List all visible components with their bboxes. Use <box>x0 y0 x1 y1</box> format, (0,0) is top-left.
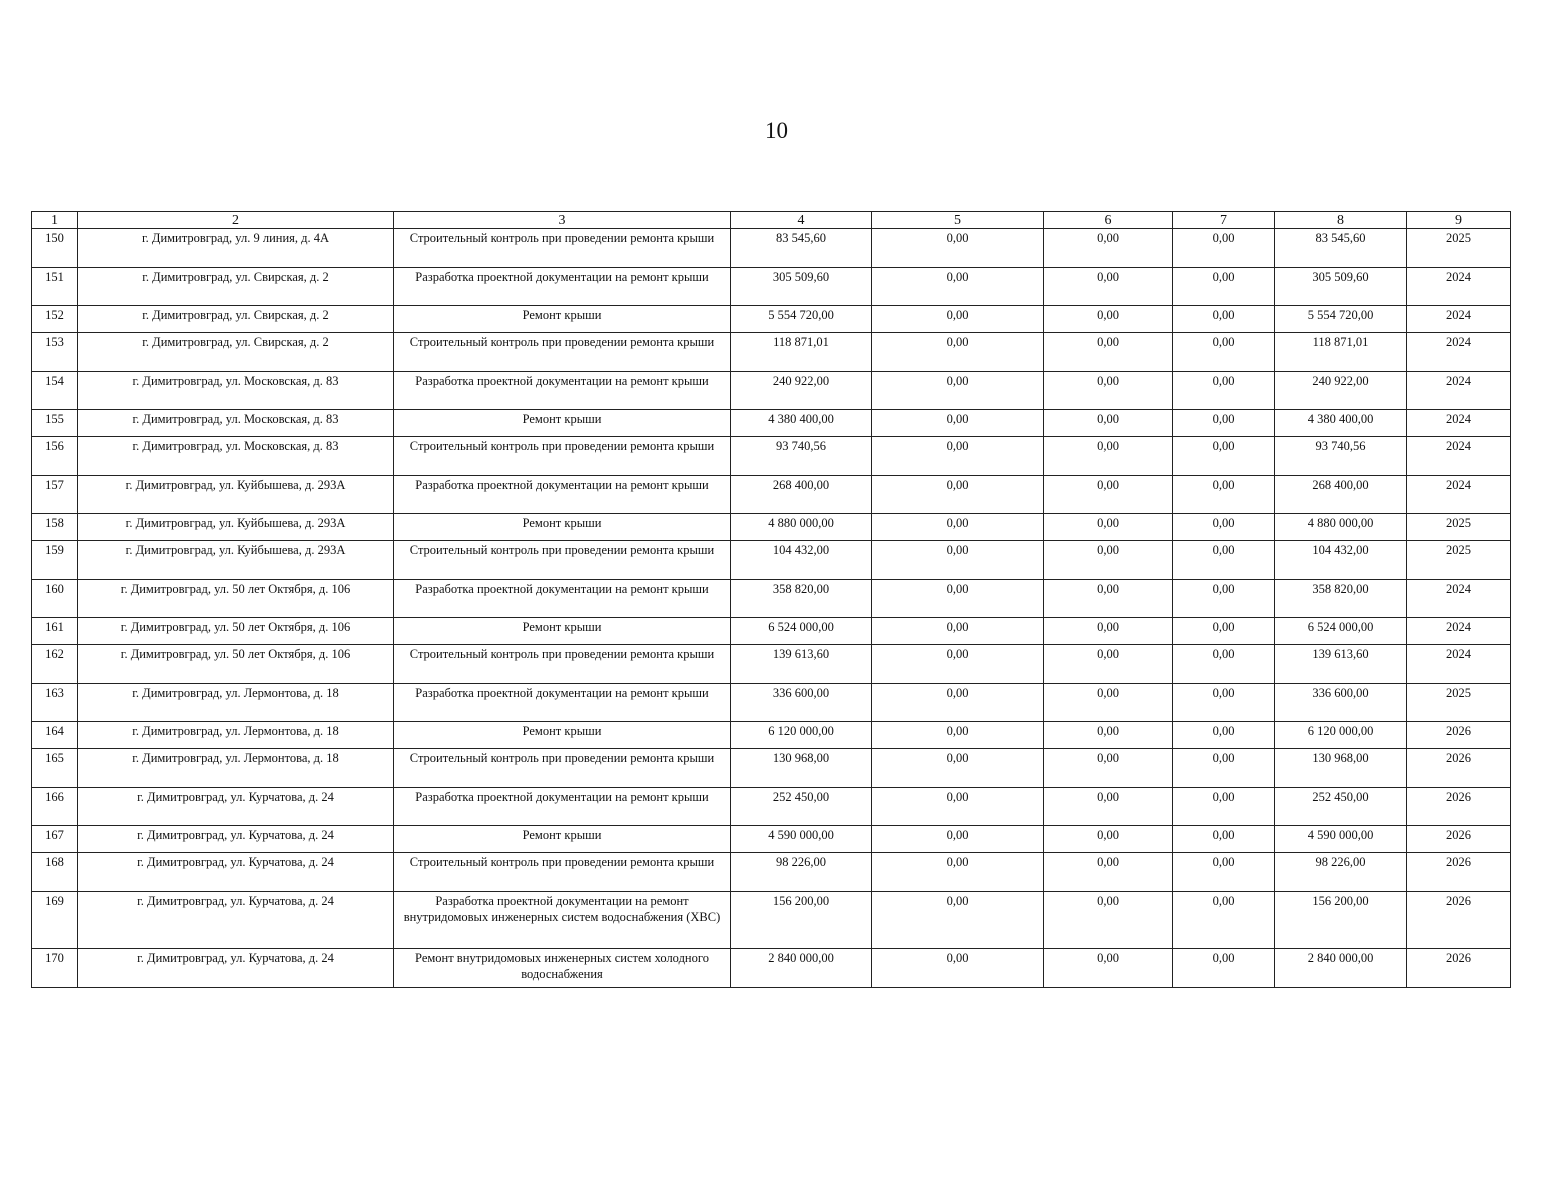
amount-col5-cell: 0,00 <box>872 514 1044 541</box>
amount-total-cell: 2 840 000,00 <box>731 949 872 988</box>
amount-col6-cell: 0,00 <box>1044 541 1173 580</box>
amount-col6-cell: 0,00 <box>1044 684 1173 722</box>
amount-col6-cell: 0,00 <box>1044 722 1173 749</box>
amount-total-cell: 336 600,00 <box>731 684 872 722</box>
amount-col8-cell: 156 200,00 <box>1275 892 1407 949</box>
amount-col8-cell: 2 840 000,00 <box>1275 949 1407 988</box>
year-cell: 2024 <box>1407 580 1511 618</box>
amount-total-cell: 6 524 000,00 <box>731 618 872 645</box>
year-cell: 2025 <box>1407 229 1511 268</box>
amount-col8-cell: 252 450,00 <box>1275 788 1407 826</box>
amount-col6-cell: 0,00 <box>1044 306 1173 333</box>
work-type-cell: Разработка проектной документации на ремонт крыши <box>394 372 731 410</box>
amount-col6-cell: 0,00 <box>1044 749 1173 788</box>
amount-total-cell: 130 968,00 <box>731 749 872 788</box>
work-type-cell: Строительный контроль при проведении ремонта крыши <box>394 437 731 476</box>
amount-col6-cell: 0,00 <box>1044 618 1173 645</box>
amount-col8-cell: 118 871,01 <box>1275 333 1407 372</box>
address-cell: г. Димитровград, ул. Московская, д. 83 <box>78 372 394 410</box>
amount-col6-cell: 0,00 <box>1044 892 1173 949</box>
year-cell: 2026 <box>1407 826 1511 853</box>
amount-total-cell: 104 432,00 <box>731 541 872 580</box>
address-cell: г. Димитровград, ул. Свирская, д. 2 <box>78 268 394 306</box>
amount-col5-cell: 0,00 <box>872 333 1044 372</box>
amount-col7-cell: 0,00 <box>1173 749 1275 788</box>
table-row <box>32 580 1511 618</box>
row-number-cell: 156 <box>32 437 78 476</box>
address-cell: г. Димитровград, ул. Лермонтова, д. 18 <box>78 749 394 788</box>
work-type-cell: Ремонт крыши <box>394 618 731 645</box>
page-number: 10 <box>765 118 788 143</box>
table-row <box>32 437 1511 476</box>
work-type-cell: Разработка проектной документации на ремонт крыши <box>394 580 731 618</box>
column-header: 4 <box>731 212 872 229</box>
amount-total-cell: 6 120 000,00 <box>731 722 872 749</box>
row-number-cell: 154 <box>32 372 78 410</box>
table-row <box>32 618 1511 645</box>
year-cell: 2026 <box>1407 749 1511 788</box>
address-cell: г. Димитровград, ул. 50 лет Октября, д. 106 <box>78 645 394 684</box>
table-row <box>32 749 1511 788</box>
amount-col7-cell: 0,00 <box>1173 788 1275 826</box>
amount-total-cell: 5 554 720,00 <box>731 306 872 333</box>
amount-col8-cell: 104 432,00 <box>1275 541 1407 580</box>
year-cell: 2025 <box>1407 684 1511 722</box>
work-type-cell: Ремонт крыши <box>394 826 731 853</box>
amount-col5-cell: 0,00 <box>872 476 1044 514</box>
row-number-cell: 153 <box>32 333 78 372</box>
table-row <box>32 229 1511 268</box>
amount-col5-cell: 0,00 <box>872 541 1044 580</box>
amount-col5-cell: 0,00 <box>872 826 1044 853</box>
row-number-cell: 151 <box>32 268 78 306</box>
row-number-cell: 167 <box>32 826 78 853</box>
amount-total-cell: 268 400,00 <box>731 476 872 514</box>
row-number-cell: 161 <box>32 618 78 645</box>
amount-col5-cell: 0,00 <box>872 645 1044 684</box>
work-type-cell: Ремонт внутридомовых инженерных систем холодного водоснабжения <box>394 949 731 988</box>
amount-col5-cell: 0,00 <box>872 410 1044 437</box>
amount-col6-cell: 0,00 <box>1044 268 1173 306</box>
column-header: 7 <box>1173 212 1275 229</box>
amount-col7-cell: 0,00 <box>1173 892 1275 949</box>
work-type-cell: Ремонт крыши <box>394 410 731 437</box>
year-cell: 2024 <box>1407 437 1511 476</box>
amount-total-cell: 4 380 400,00 <box>731 410 872 437</box>
amount-col5-cell: 0,00 <box>872 306 1044 333</box>
table-row <box>32 541 1511 580</box>
column-header: 9 <box>1407 212 1511 229</box>
table-row <box>32 333 1511 372</box>
amount-total-cell: 358 820,00 <box>731 580 872 618</box>
year-cell: 2024 <box>1407 333 1511 372</box>
amount-col8-cell: 139 613,60 <box>1275 645 1407 684</box>
amount-col8-cell: 4 590 000,00 <box>1275 826 1407 853</box>
amount-col8-cell: 305 509,60 <box>1275 268 1407 306</box>
table-row <box>32 892 1511 949</box>
amount-col8-cell: 6 524 000,00 <box>1275 618 1407 645</box>
amount-col7-cell: 0,00 <box>1173 826 1275 853</box>
table-row <box>32 268 1511 306</box>
work-type-cell: Строительный контроль при проведении ремонта крыши <box>394 333 731 372</box>
address-cell: г. Димитровград, ул. Куйбышева, д. 293А <box>78 514 394 541</box>
address-cell: г. Димитровград, ул. Куйбышева, д. 293А <box>78 476 394 514</box>
amount-col6-cell: 0,00 <box>1044 410 1173 437</box>
amount-col5-cell: 0,00 <box>872 892 1044 949</box>
amount-total-cell: 139 613,60 <box>731 645 872 684</box>
table-row <box>32 722 1511 749</box>
amount-col8-cell: 240 922,00 <box>1275 372 1407 410</box>
year-cell: 2024 <box>1407 372 1511 410</box>
amount-col8-cell: 130 968,00 <box>1275 749 1407 788</box>
amount-col8-cell: 358 820,00 <box>1275 580 1407 618</box>
amount-col7-cell: 0,00 <box>1173 684 1275 722</box>
address-cell: г. Димитровград, ул. 50 лет Октября, д. 106 <box>78 580 394 618</box>
address-cell: г. Димитровград, ул. Московская, д. 83 <box>78 410 394 437</box>
amount-col7-cell: 0,00 <box>1173 645 1275 684</box>
amount-col6-cell: 0,00 <box>1044 514 1173 541</box>
amount-col6-cell: 0,00 <box>1044 437 1173 476</box>
amount-total-cell: 118 871,01 <box>731 333 872 372</box>
amount-col7-cell: 0,00 <box>1173 580 1275 618</box>
year-cell: 2025 <box>1407 514 1511 541</box>
row-number-cell: 157 <box>32 476 78 514</box>
row-number-cell: 166 <box>32 788 78 826</box>
amount-col5-cell: 0,00 <box>872 372 1044 410</box>
address-cell: г. Димитровград, ул. Курчатова, д. 24 <box>78 949 394 988</box>
row-number-cell: 158 <box>32 514 78 541</box>
amount-col7-cell: 0,00 <box>1173 268 1275 306</box>
table-body <box>32 229 1511 988</box>
amount-col7-cell: 0,00 <box>1173 853 1275 892</box>
year-cell: 2026 <box>1407 949 1511 988</box>
work-type-cell: Ремонт крыши <box>394 722 731 749</box>
amount-col8-cell: 336 600,00 <box>1275 684 1407 722</box>
table-row <box>32 826 1511 853</box>
amount-col7-cell: 0,00 <box>1173 410 1275 437</box>
work-type-cell: Ремонт крыши <box>394 514 731 541</box>
amount-col7-cell: 0,00 <box>1173 541 1275 580</box>
address-cell: г. Димитровград, ул. Московская, д. 83 <box>78 437 394 476</box>
amount-col6-cell: 0,00 <box>1044 645 1173 684</box>
table-row <box>32 306 1511 333</box>
amount-col7-cell: 0,00 <box>1173 514 1275 541</box>
year-cell: 2024 <box>1407 306 1511 333</box>
amount-col5-cell: 0,00 <box>872 853 1044 892</box>
amount-col5-cell: 0,00 <box>872 749 1044 788</box>
row-number-cell: 152 <box>32 306 78 333</box>
amount-col5-cell: 0,00 <box>872 268 1044 306</box>
address-cell: г. Димитровград, ул. Курчатова, д. 24 <box>78 826 394 853</box>
column-number-row <box>32 212 1511 229</box>
column-header: 1 <box>32 212 78 229</box>
year-cell: 2026 <box>1407 788 1511 826</box>
amount-total-cell: 305 509,60 <box>731 268 872 306</box>
address-cell: г. Димитровград, ул. Свирская, д. 2 <box>78 333 394 372</box>
column-header: 5 <box>872 212 1044 229</box>
address-cell: г. Димитровград, ул. 50 лет Октября, д. 106 <box>78 618 394 645</box>
table-row <box>32 853 1511 892</box>
amount-total-cell: 4 880 000,00 <box>731 514 872 541</box>
amount-col6-cell: 0,00 <box>1044 333 1173 372</box>
address-cell: г. Димитровград, ул. Куйбышева, д. 293А <box>78 541 394 580</box>
amount-col7-cell: 0,00 <box>1173 618 1275 645</box>
amount-total-cell: 156 200,00 <box>731 892 872 949</box>
work-type-cell: Строительный контроль при проведении ремонта крыши <box>394 645 731 684</box>
amount-col5-cell: 0,00 <box>872 788 1044 826</box>
row-number-cell: 159 <box>32 541 78 580</box>
amount-col8-cell: 93 740,56 <box>1275 437 1407 476</box>
amount-col5-cell: 0,00 <box>872 618 1044 645</box>
amount-col6-cell: 0,00 <box>1044 372 1173 410</box>
table-row <box>32 410 1511 437</box>
works-table <box>31 211 1511 988</box>
year-cell: 2024 <box>1407 410 1511 437</box>
amount-total-cell: 93 740,56 <box>731 437 872 476</box>
amount-col7-cell: 0,00 <box>1173 333 1275 372</box>
amount-col8-cell: 4 880 000,00 <box>1275 514 1407 541</box>
amount-col7-cell: 0,00 <box>1173 437 1275 476</box>
amount-col5-cell: 0,00 <box>872 949 1044 988</box>
address-cell: г. Димитровград, ул. Свирская, д. 2 <box>78 306 394 333</box>
address-cell: г. Димитровград, ул. Лермонтова, д. 18 <box>78 722 394 749</box>
amount-col7-cell: 0,00 <box>1173 306 1275 333</box>
amount-col8-cell: 4 380 400,00 <box>1275 410 1407 437</box>
amount-total-cell: 83 545,60 <box>731 229 872 268</box>
column-header: 8 <box>1275 212 1407 229</box>
work-type-cell: Строительный контроль при проведении ремонта крыши <box>394 541 731 580</box>
amount-col5-cell: 0,00 <box>872 580 1044 618</box>
work-type-cell: Разработка проектной документации на ремонт крыши <box>394 476 731 514</box>
amount-total-cell: 98 226,00 <box>731 853 872 892</box>
amount-col7-cell: 0,00 <box>1173 476 1275 514</box>
amount-col6-cell: 0,00 <box>1044 580 1173 618</box>
year-cell: 2026 <box>1407 722 1511 749</box>
work-type-cell: Разработка проектной документации на ремонт крыши <box>394 788 731 826</box>
row-number-cell: 168 <box>32 853 78 892</box>
year-cell: 2024 <box>1407 645 1511 684</box>
row-number-cell: 164 <box>32 722 78 749</box>
amount-total-cell: 240 922,00 <box>731 372 872 410</box>
row-number-cell: 163 <box>32 684 78 722</box>
year-cell: 2025 <box>1407 541 1511 580</box>
amount-col8-cell: 5 554 720,00 <box>1275 306 1407 333</box>
amount-col6-cell: 0,00 <box>1044 229 1173 268</box>
amount-total-cell: 252 450,00 <box>731 788 872 826</box>
amount-col6-cell: 0,00 <box>1044 949 1173 988</box>
amount-col8-cell: 98 226,00 <box>1275 853 1407 892</box>
column-header: 3 <box>394 212 731 229</box>
work-type-cell: Строительный контроль при проведении ремонта крыши <box>394 229 731 268</box>
amount-col7-cell: 0,00 <box>1173 722 1275 749</box>
address-cell: г. Димитровград, ул. Курчатова, д. 24 <box>78 788 394 826</box>
row-number-cell: 150 <box>32 229 78 268</box>
address-cell: г. Димитровград, ул. Курчатова, д. 24 <box>78 892 394 949</box>
row-number-cell: 170 <box>32 949 78 988</box>
address-cell: г. Димитровград, ул. Лермонтова, д. 18 <box>78 684 394 722</box>
amount-col7-cell: 0,00 <box>1173 229 1275 268</box>
row-number-cell: 165 <box>32 749 78 788</box>
work-type-cell: Разработка проектной документации на ремонт крыши <box>394 684 731 722</box>
address-cell: г. Димитровград, ул. 9 линия, д. 4А <box>78 229 394 268</box>
amount-col5-cell: 0,00 <box>872 684 1044 722</box>
amount-col6-cell: 0,00 <box>1044 826 1173 853</box>
row-number-cell: 155 <box>32 410 78 437</box>
amount-col6-cell: 0,00 <box>1044 476 1173 514</box>
table-row <box>32 788 1511 826</box>
row-number-cell: 162 <box>32 645 78 684</box>
work-type-cell: Разработка проектной документации на ремонт внутридомовых инженерных систем водоснабжения (ХВС) <box>394 892 731 949</box>
column-header: 2 <box>78 212 394 229</box>
work-type-cell: Разработка проектной документации на ремонт крыши <box>394 268 731 306</box>
year-cell: 2024 <box>1407 618 1511 645</box>
amount-col6-cell: 0,00 <box>1044 788 1173 826</box>
amount-col5-cell: 0,00 <box>872 437 1044 476</box>
work-type-cell: Ремонт крыши <box>394 306 731 333</box>
table-row <box>32 514 1511 541</box>
amount-col7-cell: 0,00 <box>1173 372 1275 410</box>
year-cell: 2024 <box>1407 476 1511 514</box>
amount-col8-cell: 268 400,00 <box>1275 476 1407 514</box>
amount-col5-cell: 0,00 <box>872 229 1044 268</box>
year-cell: 2026 <box>1407 853 1511 892</box>
work-type-cell: Строительный контроль при проведении ремонта крыши <box>394 853 731 892</box>
table-row <box>32 645 1511 684</box>
row-number-cell: 160 <box>32 580 78 618</box>
amount-col5-cell: 0,00 <box>872 722 1044 749</box>
table-row <box>32 949 1511 988</box>
table-row <box>32 684 1511 722</box>
amount-total-cell: 4 590 000,00 <box>731 826 872 853</box>
work-type-cell: Строительный контроль при проведении ремонта крыши <box>394 749 731 788</box>
amount-col8-cell: 6 120 000,00 <box>1275 722 1407 749</box>
table-row <box>32 476 1511 514</box>
amount-col6-cell: 0,00 <box>1044 853 1173 892</box>
column-header: 6 <box>1044 212 1173 229</box>
table-row <box>32 372 1511 410</box>
row-number-cell: 169 <box>32 892 78 949</box>
year-cell: 2024 <box>1407 268 1511 306</box>
amount-col7-cell: 0,00 <box>1173 949 1275 988</box>
year-cell: 2026 <box>1407 892 1511 949</box>
address-cell: г. Димитровград, ул. Курчатова, д. 24 <box>78 853 394 892</box>
amount-col8-cell: 83 545,60 <box>1275 229 1407 268</box>
